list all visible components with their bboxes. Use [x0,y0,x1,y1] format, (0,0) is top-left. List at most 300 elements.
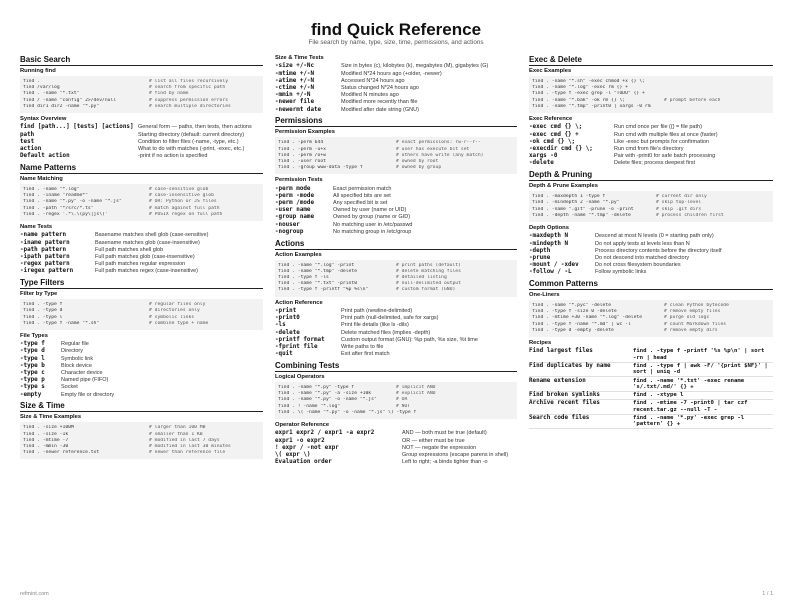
page-title: find Quick Reference [310,20,482,39]
table-value: Run cmd from file's directory [614,145,684,152]
table-key: -iregex pattern [20,268,74,275]
code-block [20,76,263,113]
subsection-heading: Syntax Overview [20,116,67,123]
code-comment: # owned by root [396,158,439,164]
table-value: Full path matches regular expression [95,261,186,268]
code-command: find / -name "config" 2>/dev/null [23,97,117,103]
table-key: expr1 expr2 / expr1 -a expr2 [275,430,375,437]
table-key: action [20,145,42,152]
table-row [275,99,517,106]
table-value: Print path (null-delimited, safe for xargs) [341,315,439,322]
table-row [20,261,263,268]
table-value: Condition to filter files (-name, -type, etc.) [138,138,239,145]
code-block [529,191,773,222]
code-block [529,300,773,337]
section-heading: Basic Search [20,55,263,66]
code-comment: # NOT [396,403,411,409]
code-command: find . -name "*.log" -exec rm {} + [532,85,628,91]
reference-table [275,308,517,358]
table-key: Find duplicates by name [529,362,633,377]
code-command: find . -name "*.sh" -exec chmod +x {} \; [532,79,645,84]
subsection-heading: Name Tests [20,223,53,230]
table-row [20,362,263,369]
section-cont-0 [275,55,517,113]
table-row [529,377,773,392]
table-key: -perm /mode [275,200,315,207]
table-key: -ls [275,322,286,329]
reference-table [529,124,773,167]
table-key: -newermt date [275,106,322,113]
table-row [529,255,773,262]
table-row [20,355,263,362]
code-comment: # clean Python bytecode [664,303,729,309]
table-value: find . -name '*.txt' -exec rename 's/.txt/.md/' {} + [633,377,773,392]
table-row [275,322,517,329]
code-line [532,213,770,219]
table-row [275,459,517,466]
code-comment: # case-sensitive glob [149,186,209,192]
code-line [23,321,260,327]
table-value: Empty file or directory [61,391,115,398]
code-comment: # custom format (GNU) [396,287,456,293]
code-comment: # combine type + name [149,320,209,326]
table-row [275,437,517,444]
table-row [20,146,263,153]
table-value: Exit after first match [341,351,390,358]
table-row [275,77,517,84]
code-command: find . -mindepth 2 -name "*.py" [532,200,620,206]
section-type-filters [20,278,263,398]
table-row [529,131,773,138]
table-key: -nogroup [275,228,304,235]
code-command: find . -type f -name "*.sh" [23,320,100,326]
table-value: Descend at most N levels (0 = starting path only) [595,233,714,240]
table-key: -atime +/-N [275,77,315,84]
table-value: Exact permission match [333,185,392,192]
table-row [275,185,517,192]
table-key: -mtime +/-N [275,70,315,77]
table-key: -follow / -L [529,269,572,276]
table-key: -type s [20,384,45,391]
code-command: find . -depth -name "*.tmp" -delete [532,212,631,218]
table-key: -name pattern [20,232,67,239]
section-depth-pruning [529,170,773,276]
table-row [20,246,263,253]
table-key: expr1 -o expr2 [275,437,325,444]
table-key: -print0 [275,315,300,322]
table-value: Starting directory (default: current directory) [138,131,245,138]
table-row [529,233,773,240]
table-value: find . -name '*.py' -exec grep -l 'pattern' {} + [633,414,773,429]
table-key: -empty [20,391,42,398]
code-comment: # others have write (any match) [396,152,484,158]
code-command: find . -type f -printf "%p %s\n" [278,287,369,293]
table-key: -size +/-Nc [275,63,315,70]
code-comment: # implicit AND [396,384,436,390]
subsection-heading: Running find [20,68,56,74]
table-value: Delete matched files (implies -depth) [341,329,431,336]
table-row [275,336,517,343]
table-value: Print file details (like ls -dils) [341,322,409,329]
subsection-heading: Depth Options [529,224,569,231]
subsection-heading: Permission Tests [275,177,323,184]
table-row [529,146,773,153]
code-command: find . -name "*.py" -o -name "*.js" [278,397,377,403]
table-value: find . -mtime -7 -print0 | tar czf recent.tar.gz --null -T - [633,400,773,415]
table-row [275,85,517,92]
table-key: -delete [529,160,554,167]
code-comment: # match against full path [149,205,220,211]
table-key: -path pattern [20,246,67,253]
code-comment: # suppress permission errors [149,97,229,103]
reference-table [529,348,773,429]
code-comment: # larger than 100 MB [149,425,206,431]
code-line [532,104,770,110]
table-key: -delete [275,329,300,336]
table-value: General form — paths, then tests, then actions [138,124,252,131]
subsection-heading: Logical Operators [275,373,325,380]
table-row [529,391,773,399]
table-key: -fprint file [275,343,318,350]
footer-page-number: 1 / 1 [762,591,773,597]
table-value: Full path matches shell glob [95,246,164,253]
section-heading: Size & Time [20,401,263,412]
code-command: find . -name ".git" -prune -o -print [532,206,634,212]
table-value: Owned by user (name or UID) [333,207,407,214]
subsection-heading: File Types [20,332,48,339]
table-key: -type f [20,341,45,348]
table-row [529,240,773,247]
code-command: find . -name "*.pyc" -delete [532,303,612,309]
table-row [20,124,263,131]
table-row [275,228,517,235]
subsection-heading: Size & Time Examples [20,414,82,421]
table-value: -print if no action is specified [138,153,208,160]
table-value: Size in bytes (c), kilobytes (k), megabytes (M), gigabytes (G) [341,63,489,70]
table-value: Full path matches regex (case-insensitive) [95,268,199,275]
table-row [20,153,263,160]
section-heading: Exec & Delete [529,55,773,66]
page-subtitle: File search by name, type, size, time, permissions, and actions [308,39,484,46]
table-key: \( expr \) [275,451,311,458]
table-value: Run cmd with multiple files at once (faster) [614,131,718,138]
table-value: Left to right; -a binds tighter than -o [402,459,488,466]
subsection-heading: Filter by Type [20,291,58,298]
code-comment: # skip top-level [656,200,702,206]
code-comment: # print paths (default) [396,262,461,268]
reference-table [529,233,773,276]
table-key: -type d [20,348,45,355]
code-command: find . -mtime -7 [23,437,69,443]
subsection-heading: Exec Examples [529,68,572,74]
table-key: -mount / -xdev [529,262,579,269]
code-command: find . -iname "readme*" [23,193,88,199]
code-command: find . -user root [278,158,326,164]
table-value: Modified more recently than file [341,99,418,106]
table-key: -user name [275,207,311,214]
code-command: find . -name "*.bak" -ok rm {} \; [532,97,626,103]
table-value: Full path matches glob (case-insensitive) [95,253,195,260]
code-command: find . -name "*.py" -type f [278,384,355,390]
code-command: find . -mtime +30 -name "*.log" -delete [532,315,643,321]
code-comment: # current dir only [656,194,707,200]
subsection-heading: Size & Time Tests [275,55,324,61]
code-comment: # OR: Python or JS files [149,199,217,205]
table-row [20,377,263,384]
table-key: -type c [20,370,45,377]
table-value: Run cmd once per file ({} = file path) [614,124,702,131]
code-comment: # newer than reference file [149,450,226,456]
section-name-patterns [20,163,263,275]
section-combining-tests [275,361,517,466]
table-key: -mmin +/-N [275,92,311,99]
table-value: Do not descend into matched directory [595,254,690,261]
table-value: Status changed N*24 hours ago [341,84,419,91]
table-value: Socket [61,384,78,391]
footer-site: refmint.com [20,591,49,597]
table-key: path [20,131,35,138]
subsection-heading: Permission Examples [275,129,335,136]
code-comment: # case-insensitive glob [149,193,214,199]
code-command: find . -size -1k [23,431,69,437]
table-value: Follow symbolic links [595,269,647,276]
section-common-patterns [529,279,773,429]
table-row [20,391,263,398]
table-row [275,63,517,70]
code-comment: # purge old logs [664,315,710,321]
table-key: -quit [275,351,293,358]
code-comment: # OR [396,397,408,403]
table-key: Evaluation order [275,459,332,466]
code-line [23,212,260,218]
table-key: -print [275,308,297,315]
code-command: find . [23,79,40,84]
column-middle [275,53,517,469]
table-value: Accessed N*24 hours ago [341,77,405,84]
table-row [20,254,263,261]
code-line [23,450,260,456]
table-value: Character device [61,370,103,377]
table-key: -regex pattern [20,261,70,268]
code-command: find . -newer reference.txt [23,450,100,456]
table-value: Any specified bit is set [333,200,388,207]
code-command: find dir1 dir2 -name "*.py" [23,103,100,109]
subsection-heading: Exec Reference [529,116,573,123]
code-command: find . -type d [23,308,63,314]
table-key: -depth [529,247,551,254]
table-value: Modified N*24 hours ago (+older, -newer) [341,70,442,77]
code-command: find . -perm 644 [278,140,324,146]
code-command: find /var/log [23,85,60,91]
subsection-heading: One-Liners [529,292,560,299]
table-key: -exec cmd {} + [529,131,579,138]
table-row [275,70,517,77]
code-comment: # search multiple directories [149,103,231,109]
table-key: Archive recent files [529,400,633,415]
subsection-heading: Action Reference [275,299,323,306]
reference-table [275,63,517,113]
table-value: Modified N minutes ago [341,92,399,99]
table-row [275,92,517,99]
code-command: find . ! -name "*.log" [278,403,341,409]
subsection-heading: Depth & Prune Examples [529,183,598,190]
table-key: -iname pattern [20,239,70,246]
table-row [275,221,517,228]
code-command: find . -name "*.log" -print [278,262,355,268]
table-key: Search code files [529,414,633,429]
table-row [20,348,263,355]
code-command: find . -type f -size 0 -delete [532,309,617,315]
table-row [275,430,517,437]
table-value: Named pipe (FIFO) [61,377,109,384]
table-row [275,308,517,315]
table-value: Directory [61,348,84,355]
table-row [275,444,517,451]
code-command: find . -name "*.tmp" -print0 | xargs -0 rm [532,103,651,109]
table-key: -perm mode [275,185,311,192]
table-value: Print path (newline-delimited) [341,308,413,315]
table-key: -prune [529,254,551,261]
table-value: Do not cross filesystem boundaries [595,262,681,269]
table-row [275,351,517,358]
table-row [275,106,517,113]
table-value: All specified bits are set [333,192,391,199]
code-comment: # explicit AND [396,391,436,397]
table-row [275,329,517,336]
table-key: -type l [20,355,45,362]
table-row [529,160,773,167]
table-row [529,138,773,145]
table-value: Delete files; process deepest first [614,160,696,167]
table-key: Rename extension [529,377,633,392]
section-heading: Actions [275,239,517,250]
column-right [529,53,773,432]
reference-table [20,124,263,160]
reference-table [20,232,263,275]
section-actions [275,239,517,358]
code-block [20,299,263,330]
table-value: Process directory contents before the directory itself [595,247,722,254]
table-key: -newer file [275,99,315,106]
reference-table [275,185,517,235]
code-comment: # detailed listing [396,275,447,281]
table-value: OR — either must be true [402,437,465,444]
code-command: find . -size +100M [23,425,74,431]
table-key: -execdir cmd {} \; [529,145,593,152]
code-comment: # prompt before each [664,97,721,103]
table-value: Basename matches shell glob (case-sensitive) [95,232,209,239]
table-key: -maxdepth N [529,233,569,240]
code-line [278,410,514,416]
table-row [20,341,263,348]
table-key: -type b [20,362,45,369]
table-value: NOT — negate the expression [402,444,477,451]
table-row [20,370,263,377]
table-row [20,239,263,246]
table-row [529,262,773,269]
code-comment: # null-delimited output [396,281,461,287]
code-command: find . -group www-data -type f [278,165,363,171]
table-row [529,400,773,415]
table-key: Default action [20,153,70,160]
code-block [275,382,517,419]
table-row [529,124,773,131]
code-command: find . -regex '.*\.\(py\|js\)' [23,211,108,217]
section-heading: Depth & Pruning [529,170,773,181]
table-value: AND — both must be true (default) [402,430,487,437]
table-value: What to do with matches (-print, -exec, etc.) [138,145,245,152]
code-comment: # delete matching files [396,268,461,274]
table-value: Block device [61,362,92,369]
code-comment: # search from specific path [149,85,226,91]
code-block [275,137,517,174]
table-key: test [20,138,35,145]
table-key: -group name [275,214,315,221]
section-basic-search [20,55,263,160]
table-value: Symbolic link [61,355,94,362]
code-command: find . \( -name "*.py" -o -name "*.js" \) -type f [278,409,417,415]
subsection-heading: Operator Reference [275,421,330,428]
section-permissions [275,116,517,235]
table-key: find [path...] [tests] [actions] [20,124,134,131]
code-command: find . -type f -exec grep -l "TODO" {} + [532,91,645,97]
table-row [275,207,517,214]
code-block [529,76,773,113]
table-value: Modified after date string (GNU) [341,106,419,113]
table-row [275,452,517,459]
code-comment: # list all files recursively [149,79,229,84]
code-comment: # skip .git dirs [656,206,702,212]
code-block [275,260,517,297]
table-row [20,384,263,391]
section-exec-delete [529,55,773,167]
code-comment: # count Markdown files [664,321,727,327]
table-value: Group expressions (escape parens in shell) [402,451,509,458]
table-row [275,193,517,200]
code-command: find . -name "*.tmp" -delete [278,268,358,274]
table-value: Write paths to file [341,343,384,350]
subsection-heading: Recipes [529,340,552,347]
table-value: Pair with -print0 for safe batch processing [614,153,716,160]
code-comment: # regular files only [149,302,206,308]
code-command: find . -name "*.txt" [23,91,80,97]
table-key: -nouser [275,221,300,228]
table-value: Regular file [61,341,89,348]
code-line [23,104,260,110]
table-value: Like -exec but prompts for confirmation [614,138,710,145]
section-heading: Permissions [275,116,517,127]
code-command: find . -mmin -30 [23,444,69,450]
code-command: find . -perm -u+x [278,146,326,152]
table-value: find . -xtype l [633,391,773,399]
section-heading: Type Filters [20,278,263,289]
table-key: ! expr / -not expr [275,444,339,451]
code-command: find . -path "*/src/*.ts" [23,205,94,211]
table-value: find . -type f -printf '%s %p\n' | sort -rn | head [633,348,773,362]
code-command: find . -name "*.log" [23,186,80,192]
subsection-heading: Name Matching [20,175,63,182]
table-key: -printf format [275,336,325,343]
code-comment: # owned by group [396,165,442,171]
code-comment: # user has execute bit set [396,146,470,152]
table-value: Do not apply tests at levels less than N [595,240,690,247]
table-value: Basename matches glob (case-insensitive) [95,239,200,246]
table-value: find . -type f | awk -F/ '{print $NF}' | sort | uniq -d [633,362,773,377]
reference-table [20,341,263,399]
code-comment: # process children first [656,212,724,218]
code-command: find . -maxdepth 1 -type f [532,194,606,200]
code-command: find . -name "*.py" -o -name "*.js" [23,199,122,205]
